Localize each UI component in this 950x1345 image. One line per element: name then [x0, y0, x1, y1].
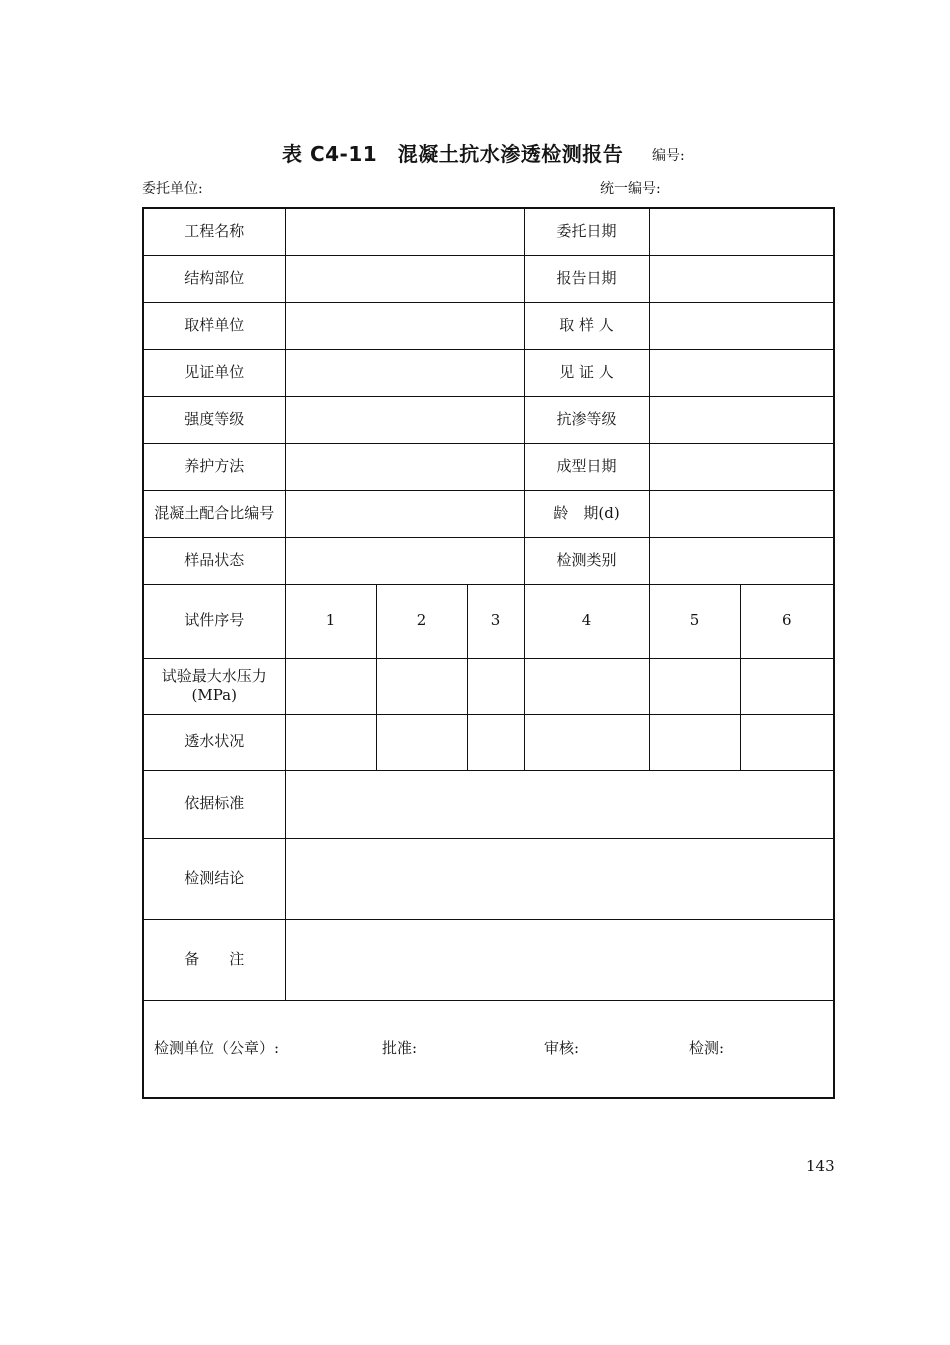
- seepage-cell[interactable]: [524, 714, 649, 770]
- seepage-cell[interactable]: [649, 714, 740, 770]
- max-pressure-label-line1: 试验最大水压力: [161, 666, 267, 685]
- info-row: [143, 490, 834, 537]
- signature-row: [143, 1000, 834, 1098]
- info-label: 工程名称: [143, 208, 285, 255]
- specimen-number-row: [143, 584, 834, 658]
- info-label: 抗渗等级: [524, 396, 649, 443]
- report-number-label: 编号:: [652, 148, 685, 164]
- info-label: 混凝土配合比编号: [143, 490, 285, 537]
- pressure-cell[interactable]: [285, 658, 376, 714]
- review-label: 审核:: [544, 1039, 580, 1057]
- seepage-cell[interactable]: [740, 714, 834, 770]
- info-row: [143, 349, 834, 396]
- lab-unit-seal-label: 检测单位（公章）:: [154, 1039, 280, 1057]
- max-pressure-label: [143, 658, 285, 714]
- info-value[interactable]: [285, 396, 524, 443]
- info-value[interactable]: [285, 255, 524, 302]
- info-value[interactable]: [285, 537, 524, 584]
- remarks-label: 备 注: [143, 919, 285, 1000]
- remarks-value[interactable]: [285, 919, 834, 1000]
- info-label: 检测类别: [524, 537, 649, 584]
- info-label: 委托日期: [524, 208, 649, 255]
- info-value[interactable]: [285, 443, 524, 490]
- conclusion-value[interactable]: [285, 838, 834, 919]
- info-value[interactable]: [649, 537, 834, 584]
- info-value[interactable]: [649, 302, 834, 349]
- page-number: 143: [806, 1157, 835, 1175]
- info-value[interactable]: [285, 349, 524, 396]
- report-table: [142, 207, 835, 1099]
- info-value[interactable]: [649, 396, 834, 443]
- info-value[interactable]: [649, 490, 834, 537]
- info-label: 取 样 人: [524, 302, 649, 349]
- info-value[interactable]: [285, 208, 524, 255]
- client-unit-label: 委托单位:: [142, 181, 203, 197]
- pressure-cell[interactable]: [467, 658, 524, 714]
- specimen-number-label: 试件序号: [143, 584, 285, 658]
- pressure-cell[interactable]: [524, 658, 649, 714]
- info-label: 龄 期(d): [524, 490, 649, 537]
- basis-label: 依据标准: [143, 770, 285, 838]
- seepage-cell[interactable]: [376, 714, 467, 770]
- info-label: 见证单位: [143, 349, 285, 396]
- info-label: 见 证 人: [524, 349, 649, 396]
- remarks-row: [143, 919, 834, 1000]
- pressure-cell[interactable]: [649, 658, 740, 714]
- signature-cell: [143, 1000, 834, 1098]
- approve-label: 批准:: [382, 1039, 418, 1057]
- info-value[interactable]: [649, 208, 834, 255]
- specimen-number: 4: [524, 584, 649, 658]
- info-label: 成型日期: [524, 443, 649, 490]
- info-label: 强度等级: [143, 396, 285, 443]
- info-row: [143, 537, 834, 584]
- info-label: 报告日期: [524, 255, 649, 302]
- info-label: 养护方法: [143, 443, 285, 490]
- seepage-row: [143, 714, 834, 770]
- conclusion-row: [143, 838, 834, 919]
- basis-row: [143, 770, 834, 838]
- specimen-number: 2: [376, 584, 467, 658]
- unified-number-label: 统一编号:: [600, 181, 661, 197]
- info-value[interactable]: [649, 349, 834, 396]
- info-label: 样品状态: [143, 537, 285, 584]
- page-title: 表 C4-11 混凝土抗水渗透检测报告: [282, 142, 624, 166]
- specimen-number: 5: [649, 584, 740, 658]
- info-value[interactable]: [649, 255, 834, 302]
- info-label: 取样单位: [143, 302, 285, 349]
- info-row: [143, 208, 834, 255]
- specimen-number: 1: [285, 584, 376, 658]
- basis-value[interactable]: [285, 770, 834, 838]
- info-row: [143, 302, 834, 349]
- seepage-cell[interactable]: [467, 714, 524, 770]
- pressure-cell[interactable]: [740, 658, 834, 714]
- info-value[interactable]: [285, 302, 524, 349]
- pressure-cell[interactable]: [376, 658, 467, 714]
- test-label: 检测:: [689, 1039, 725, 1057]
- conclusion-label: 检测结论: [143, 838, 285, 919]
- info-label: 结构部位: [143, 255, 285, 302]
- seepage-cell[interactable]: [285, 714, 376, 770]
- info-row: [143, 255, 834, 302]
- max-pressure-label-unit: (MPa): [191, 686, 237, 704]
- max-pressure-row: [143, 658, 834, 714]
- specimen-number: 3: [467, 584, 524, 658]
- info-value[interactable]: [285, 490, 524, 537]
- info-row: [143, 443, 834, 490]
- info-row: [143, 396, 834, 443]
- specimen-number: 6: [740, 584, 834, 658]
- seepage-label: 透水状况: [143, 714, 285, 770]
- info-value[interactable]: [649, 443, 834, 490]
